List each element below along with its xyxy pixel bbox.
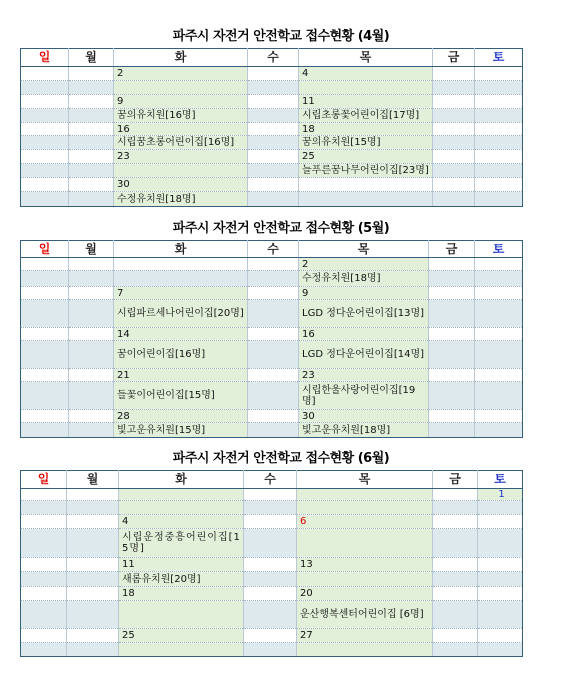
may-calendar-table [20, 240, 523, 438]
header-wed: 수 [248, 49, 299, 67]
day-cell: 23 [299, 369, 429, 382]
table-row [21, 629, 523, 643]
table-row [21, 67, 523, 81]
table-row [21, 271, 523, 287]
header-tue: 화 [114, 241, 248, 258]
event-cell: LGD 정다운어린이집[14명] [299, 341, 429, 369]
event-cell: 빛고운유치원[15명] [114, 423, 248, 438]
day-cell: 1 [478, 489, 523, 501]
event-cell: 빛고운유치원[18명] [299, 423, 429, 438]
day-cell: 11 [299, 95, 433, 109]
header-tue: 화 [114, 49, 248, 67]
table-row [21, 529, 523, 558]
header-fri: 금 [433, 471, 478, 489]
day-cell: 2 [299, 258, 429, 271]
header-thu: 목 [299, 241, 429, 258]
table-row [21, 178, 523, 192]
table-row [21, 572, 523, 587]
header-sun: 일 [21, 471, 67, 489]
event-cell: 수정유치원[18명] [114, 192, 248, 207]
table-row [21, 81, 523, 95]
event-cell: 시립꿈초롱어린이집[16명] [114, 136, 248, 150]
event-cell: 시립한울사랑어린이집[19명] [299, 382, 429, 410]
header-sat: 토 [478, 471, 523, 489]
holiday-day-cell: 6 [297, 515, 433, 529]
table-row [21, 515, 523, 529]
event-cell: 시립운정중흥어린이집[15명] [119, 529, 244, 558]
table-row [21, 109, 523, 123]
header-sun: 일 [21, 49, 69, 67]
event-cell: 꿈이어린이집[16명] [114, 341, 248, 369]
day-cell: 4 [119, 515, 244, 529]
day-cell: 11 [119, 558, 244, 572]
day-cell: 9 [299, 287, 429, 300]
header-fri: 금 [429, 241, 475, 258]
table-row [21, 123, 523, 136]
event-cell: 운산행복센터어린이집 [6명] [297, 601, 433, 629]
header-sat: 토 [475, 241, 523, 258]
day-cell: 18 [119, 587, 244, 601]
table-row [21, 192, 523, 207]
table-row [21, 587, 523, 601]
header-wed: 수 [248, 241, 299, 258]
table-row [21, 382, 523, 410]
event-cell: 시립초롱꽃어린이집[17명] [299, 109, 433, 123]
header-mon: 월 [69, 241, 114, 258]
table-row [21, 501, 523, 515]
day-cell: 25 [299, 150, 433, 164]
header-thu: 목 [297, 471, 433, 489]
day-cell: 18 [299, 123, 433, 136]
table-row [21, 300, 523, 328]
header-mon: 월 [69, 49, 114, 67]
may-title: 파주시 자전거 안전학교 접수현황 (5월) [172, 221, 390, 236]
table-row [21, 558, 523, 572]
table-row [21, 643, 523, 657]
day-cell: 30 [114, 178, 248, 192]
day-cell: 13 [297, 558, 433, 572]
day-cell: 27 [297, 629, 433, 643]
header-mon: 월 [67, 471, 119, 489]
table-row [21, 341, 523, 369]
day-cell: 9 [114, 95, 248, 109]
day-cell: 2 [114, 67, 248, 81]
table-row [21, 95, 523, 109]
april-header-row [21, 49, 523, 67]
table-row [21, 489, 523, 501]
may-header-row [21, 241, 523, 258]
header-sat: 토 [475, 49, 523, 67]
day-cell: 7 [114, 287, 248, 300]
day-cell: 25 [119, 629, 244, 643]
day-cell: 14 [114, 328, 248, 341]
day-cell: 16 [299, 328, 429, 341]
table-row [21, 328, 523, 341]
table-row [21, 258, 523, 271]
table-row [21, 287, 523, 300]
event-cell: 새롬유치원[20명] [119, 572, 244, 587]
day-cell: 21 [114, 369, 248, 382]
table-row [21, 369, 523, 382]
header-wed: 수 [244, 471, 297, 489]
header-fri: 금 [433, 49, 475, 67]
june-title: 파주시 자전거 안전학교 접수현황 (6월) [172, 451, 390, 466]
event-cell: 시립파르세나어린이집[20명] [114, 300, 248, 328]
april-calendar-table [20, 48, 523, 207]
day-cell: 20 [297, 587, 433, 601]
june-header-row [21, 471, 523, 489]
event-cell: 들꽃이어린이집[15명] [114, 382, 248, 410]
event-cell: LGD 정다운어린이집[13명] [299, 300, 429, 328]
april-title: 파주시 자전거 안전학교 접수현황 (4월) [172, 29, 390, 44]
day-cell: 30 [299, 410, 429, 423]
day-cell: 16 [114, 123, 248, 136]
event-cell: 꿈의유치원[15명] [299, 136, 433, 150]
table-row [21, 136, 523, 150]
june-calendar-table [20, 470, 523, 657]
day-cell: 4 [299, 67, 433, 81]
event-cell: 늘푸른꿈나무어린이집[23명] [299, 164, 433, 178]
event-cell: 수정유치원[18명] [299, 271, 429, 287]
header-tue: 화 [119, 471, 244, 489]
day-cell: 28 [114, 410, 248, 423]
table-row [21, 150, 523, 164]
day-cell: 23 [114, 150, 248, 164]
event-cell: 꿈의유치원[16명] [114, 109, 248, 123]
header-thu: 목 [299, 49, 433, 67]
table-row [21, 423, 523, 438]
table-row [21, 164, 523, 178]
table-row [21, 601, 523, 629]
header-sun: 일 [21, 241, 69, 258]
table-row [21, 410, 523, 423]
